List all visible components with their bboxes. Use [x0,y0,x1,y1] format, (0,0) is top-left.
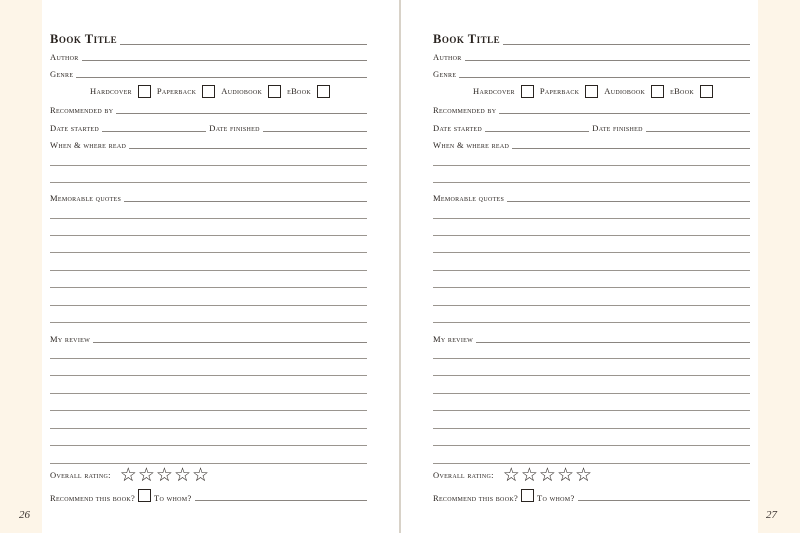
date-started-field[interactable] [485,131,589,132]
review-line[interactable] [50,393,367,394]
right-page [401,0,758,533]
quotes-line[interactable] [50,322,367,323]
review-line[interactable] [50,358,367,359]
date-started-label: Date started [50,123,100,133]
review-line[interactable] [50,463,367,464]
review-line[interactable] [433,375,750,376]
to-whom-label: To whom? [537,492,575,503]
review-line[interactable] [50,375,367,376]
book-title-label: Book Title [433,32,501,46]
when-where-line[interactable] [433,165,750,166]
format-options [90,85,336,98]
review-label: My review [50,334,91,344]
format-paperback-label: Paperback [539,86,580,97]
review-field[interactable] [93,342,367,343]
format-ebook [287,85,330,98]
format-paperback [157,85,215,98]
star-icon[interactable]: ☆ [520,465,538,486]
format-ebook-label: eBook [670,86,694,97]
format-ebook [670,85,713,98]
format-hardcover-label: Hardcover [473,86,515,97]
when-where-label: When & where read [50,140,127,150]
star-icon[interactable]: ☆ [137,465,155,486]
when-where-line[interactable] [433,182,750,183]
star-icon[interactable]: ☆ [538,465,556,486]
genre-label: Genre [50,69,74,79]
page-number-left: 26 [19,509,30,521]
quotes-line[interactable] [50,270,367,271]
author-label: Author [50,52,79,62]
recommend-checkbox[interactable] [138,489,151,502]
genre-field[interactable] [459,77,750,78]
star-icon[interactable]: ☆ [502,465,520,486]
when-where-line[interactable] [50,165,367,166]
review-line[interactable] [433,410,750,411]
quotes-line[interactable] [50,252,367,253]
star-icon[interactable]: ☆ [574,465,593,486]
when-where-line[interactable] [50,182,367,183]
quotes-line[interactable] [433,252,750,253]
date-started-field[interactable] [102,131,206,132]
format-paperback [540,85,598,98]
page-number-right: 27 [766,509,777,521]
recommend-checkbox[interactable] [521,489,534,502]
star-icon[interactable]: ☆ [119,465,137,486]
format-audiobook-label: Audiobook [221,86,263,97]
format-ebook-checkbox[interactable] [317,85,330,98]
quotes-line[interactable] [50,218,367,219]
format-paperback-label: Paperback [156,86,197,97]
date-finished-label: Date finished [592,123,643,133]
review-line[interactable] [433,445,750,446]
date-started-label: Date started [433,123,483,133]
quotes-line[interactable] [433,235,750,236]
recommended-by-field[interactable] [116,113,367,114]
to-whom-field[interactable] [578,500,750,501]
quotes-line[interactable] [50,305,367,306]
to-whom-field[interactable] [195,500,367,501]
format-ebook-checkbox[interactable] [700,85,713,98]
rating-label: Overall rating: [50,470,111,481]
review-field[interactable] [476,342,750,343]
quotes-label: Memorable quotes [433,193,505,203]
format-audiobook [604,85,664,98]
review-line[interactable] [433,463,750,464]
date-finished-field[interactable] [646,131,750,132]
format-audiobook [221,85,281,98]
review-line[interactable] [433,358,750,359]
format-hardcover [90,85,151,98]
format-hardcover-checkbox[interactable] [138,85,151,98]
quotes-line[interactable] [433,305,750,306]
rating-stars [503,466,593,485]
author-field[interactable] [82,60,367,61]
format-paperback-checkbox[interactable] [585,85,598,98]
quotes-line[interactable] [433,218,750,219]
star-icon[interactable]: ☆ [191,465,210,486]
quotes-line[interactable] [433,287,750,288]
quotes-line[interactable] [433,322,750,323]
review-line[interactable] [433,393,750,394]
genre-label: Genre [433,69,457,79]
quotes-line[interactable] [50,287,367,288]
format-audiobook-label: Audiobook [604,86,646,97]
review-label: My review [433,334,474,344]
date-finished-field[interactable] [263,131,367,132]
when-where-label: When & where read [433,140,510,150]
author-label: Author [433,52,462,62]
recommend-label: Recommend this book? [50,492,136,503]
format-paperback-checkbox[interactable] [202,85,215,98]
format-hardcover [473,85,534,98]
rating-stars [120,466,210,485]
when-where-field[interactable] [129,148,367,149]
quotes-label: Memorable quotes [50,193,122,203]
format-options [473,85,719,98]
book-title-field[interactable] [503,44,750,45]
quotes-line[interactable] [433,270,750,271]
recommended-by-label: Recommended by [50,105,114,115]
format-audiobook-checkbox[interactable] [651,85,664,98]
review-line[interactable] [50,428,367,429]
recommended-by-label: Recommended by [433,105,497,115]
review-line[interactable] [50,410,367,411]
star-icon[interactable]: ☆ [155,465,173,486]
review-line[interactable] [50,445,367,446]
rating-label: Overall rating: [433,470,494,481]
format-hardcover-checkbox[interactable] [521,85,534,98]
format-audiobook-checkbox[interactable] [268,85,281,98]
format-hardcover-label: Hardcover [90,86,132,97]
book-title-label: Book Title [50,32,118,46]
review-line[interactable] [433,428,750,429]
author-field[interactable] [465,60,750,61]
format-ebook-label: eBook [287,86,311,97]
star-icon[interactable]: ☆ [556,465,574,486]
recommended-by-field[interactable] [499,113,750,114]
quotes-field[interactable] [124,201,367,202]
recommend-label: Recommend this book? [433,492,519,503]
genre-field[interactable] [76,77,367,78]
quotes-line[interactable] [50,235,367,236]
quotes-field[interactable] [507,201,750,202]
book-title-field[interactable] [120,44,367,45]
to-whom-label: To whom? [154,492,192,503]
star-icon[interactable]: ☆ [173,465,191,486]
left-page [42,0,399,533]
date-finished-label: Date finished [209,123,260,133]
when-where-field[interactable] [512,148,750,149]
